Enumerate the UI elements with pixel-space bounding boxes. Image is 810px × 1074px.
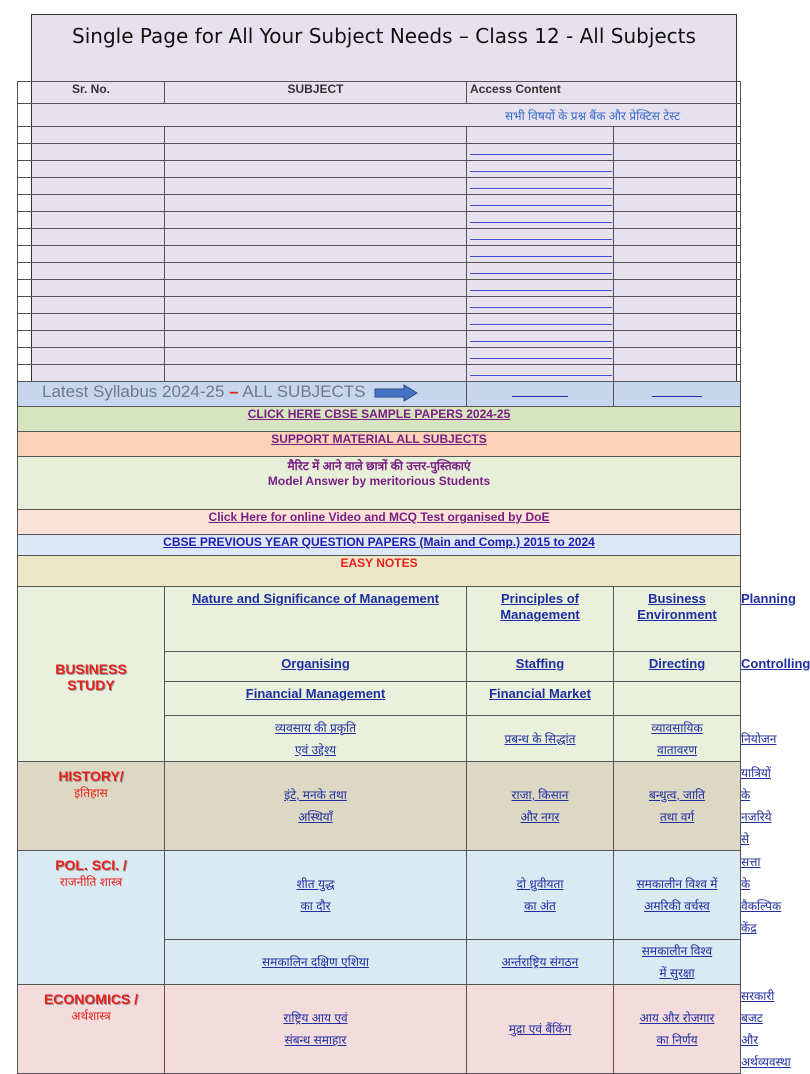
polsci-row-1: POL. SCI. / राजनीति शास्त्र शीत युद्ध का दौर दो ध्रुवीयता का अंत समकालीन विश्व में अमरिकी वर्चस्व सत्ता के वैकल्पिक केंद्र xyxy=(18,851,741,940)
note-link[interactable]: मुद्रा एवं बैंकिंग xyxy=(467,985,614,1074)
blank-cell xyxy=(614,297,741,314)
blank-row xyxy=(18,246,741,263)
easy-notes-heading: EASY NOTES xyxy=(18,556,741,587)
note-link[interactable]: प्रबन्ध के सिद्धांत xyxy=(467,716,614,762)
blank-cell xyxy=(18,263,165,280)
blank-cell xyxy=(165,314,467,331)
header-access-content: Access Content xyxy=(467,82,741,104)
subject-history: HISTORY/ इतिहास xyxy=(18,762,165,851)
blank-row xyxy=(18,280,741,297)
blank-cell xyxy=(165,144,467,161)
blank-cell xyxy=(18,161,165,178)
merit-answers-link[interactable] xyxy=(18,457,741,510)
latest-syllabus-dash: – xyxy=(229,382,239,401)
access-link-cell[interactable] xyxy=(467,195,614,212)
right-arrow-icon xyxy=(374,384,418,402)
easy-notes-row xyxy=(18,556,741,587)
note-link[interactable]: Directing xyxy=(614,652,741,682)
blank-cell xyxy=(614,263,741,280)
blank-cell xyxy=(614,178,741,195)
blank-cell xyxy=(18,229,165,246)
bs-row-1: BUSINESS STUDY Nature and Significance of Management Principles of Management Business Environment Planning xyxy=(18,587,741,652)
blank-cell xyxy=(165,195,467,212)
access-link[interactable] xyxy=(470,341,612,342)
blank-row xyxy=(18,144,741,161)
blank-row xyxy=(18,365,741,382)
hindi-question-bank-row xyxy=(18,104,741,127)
blank-cell xyxy=(18,246,165,263)
merit-hindi: मैरिट में आने वाले छात्रों की उत्तर-पुस्तिकाएं xyxy=(287,459,471,473)
access-link-cell[interactable] xyxy=(467,246,614,263)
access-link[interactable] xyxy=(470,205,612,206)
note-link[interactable]: व्यावसायिक वातावरण xyxy=(614,716,741,762)
blank-cell xyxy=(614,348,741,365)
bs-row-4: व्यवसाय की प्रकृति एवं उद्देश्य प्रबन्ध के सिद्धांत व्यावसायिक वातावरण नियोजन xyxy=(18,716,741,762)
blank-cell xyxy=(614,212,741,229)
note-link[interactable]: राष्ट्रिय आय एवं संबन्ध समाहार xyxy=(165,985,467,1074)
blank-cell xyxy=(165,348,467,365)
note-link[interactable]: आय और रोजगार का निर्णय xyxy=(614,985,741,1074)
blank-cell xyxy=(18,365,165,382)
history-row: HISTORY/ इतिहास इंटे, मनके तथा अस्थियाँ राजा, किसान और नगर बन्धुत्व, जाति तथा वर्ग यात्रियों के नजरिये से xyxy=(18,762,741,851)
blank-cell xyxy=(614,314,741,331)
access-link[interactable] xyxy=(470,239,612,240)
access-link-cell[interactable] xyxy=(467,229,614,246)
access-link-cell[interactable] xyxy=(467,280,614,297)
blank-cell xyxy=(165,229,467,246)
blank-row xyxy=(18,348,741,365)
access-link[interactable] xyxy=(470,375,612,376)
access-link-cell[interactable] xyxy=(467,331,614,348)
blank-cell xyxy=(614,365,741,382)
note-link[interactable]: Principles of Management xyxy=(467,587,614,652)
blank-row xyxy=(18,161,741,178)
note-link[interactable]: समकालीन विश्व में अमरिकी वर्चस्व xyxy=(614,851,741,940)
blank-cell xyxy=(18,127,165,144)
question-bank-link[interactable]: सभी विषयों के प्रश्न बैंक और प्रेक्टिस टेस्ट xyxy=(18,104,741,127)
note-link[interactable]: Financial Market xyxy=(467,682,614,716)
blank-cell xyxy=(165,365,467,382)
support-material-link[interactable]: SUPPORT MATERIAL ALL SUBJECTS xyxy=(18,432,741,457)
blank-cell xyxy=(165,127,467,144)
access-link[interactable] xyxy=(470,154,612,155)
latest-syllabus-text: Latest Syllabus 2024-25 xyxy=(42,382,230,401)
note-empty xyxy=(614,682,741,716)
table-header xyxy=(18,82,741,104)
blank-cell xyxy=(614,195,741,212)
access-link[interactable] xyxy=(470,256,612,257)
subject-pol-sci: POL. SCI. / राजनीति शास्त्र xyxy=(18,851,165,985)
blank-row xyxy=(18,178,741,195)
header-sr-no: Sr. No. xyxy=(18,82,165,104)
access-link-cell[interactable] xyxy=(467,212,614,229)
blank-cell xyxy=(18,195,165,212)
access-link-cell[interactable] xyxy=(467,144,614,161)
blank-cell xyxy=(165,178,467,195)
note-link[interactable]: राजा, किसान और नगर xyxy=(467,762,614,851)
pyq-row xyxy=(18,535,741,556)
blank-cell xyxy=(165,331,467,348)
blank-cell xyxy=(18,144,165,161)
blank-cell xyxy=(165,297,467,314)
blank-row xyxy=(18,263,741,280)
access-link-cell[interactable] xyxy=(467,178,614,195)
merit-answers-row xyxy=(18,457,741,510)
blank-cell xyxy=(18,331,165,348)
note-link[interactable]: समकालिन दक्षिण एशिया xyxy=(165,940,467,985)
blank-cell xyxy=(614,246,741,263)
blank-cell xyxy=(614,144,741,161)
blank-cell xyxy=(614,331,741,348)
header-subject: SUBJECT xyxy=(165,82,467,104)
note-link[interactable]: Financial Management xyxy=(165,682,467,716)
note-link[interactable]: बन्धुत्व, जाति तथा वर्ग xyxy=(614,762,741,851)
blank-cell xyxy=(614,127,741,144)
economics-row: ECONOMICS / अर्थशास्त्र राष्ट्रिय आय एवं संबन्ध समाहार मुद्रा एवं बैंकिंग आय और रोजगार का निर्णय सरकारी बजट और अर्थव्यवस्था xyxy=(18,985,741,1074)
merit-english: Model Answer by meritorious Students xyxy=(267,474,491,488)
blank-cell xyxy=(165,161,467,178)
note-link[interactable]: व्यवसाय की प्रकृति एवं उद्देश्य xyxy=(165,716,467,762)
blank-cell xyxy=(18,178,165,195)
access-link[interactable] xyxy=(470,171,612,172)
blank-cell xyxy=(614,161,741,178)
access-link[interactable] xyxy=(470,273,612,274)
access-link-cell[interactable] xyxy=(467,161,614,178)
blank-cell xyxy=(18,297,165,314)
access-link-cell[interactable] xyxy=(467,365,614,382)
blank-cell xyxy=(165,246,467,263)
syllabus-link-2[interactable] xyxy=(614,382,741,407)
note-link[interactable]: Staffing xyxy=(467,652,614,682)
latest-syllabus-row xyxy=(18,382,741,407)
access-link[interactable] xyxy=(470,290,612,291)
blank-row xyxy=(18,229,741,246)
access-link-cell[interactable] xyxy=(467,348,614,365)
blank-row xyxy=(18,127,741,144)
blank-cell xyxy=(165,280,467,297)
sample-papers-link[interactable]: CLICK HERE CBSE SAMPLE PAPERS 2024-25 xyxy=(18,407,741,432)
access-link[interactable] xyxy=(470,222,612,223)
access-link[interactable] xyxy=(470,188,612,189)
blank-cell xyxy=(18,212,165,229)
blank-row xyxy=(18,212,741,229)
access-link-cell[interactable] xyxy=(467,297,614,314)
access-link[interactable] xyxy=(470,358,612,359)
blank-cell xyxy=(18,348,165,365)
pyq-link[interactable]: CBSE PREVIOUS YEAR QUESTION PAPERS (Main and Comp.) 2015 to 2024 xyxy=(18,535,741,556)
note-link[interactable]: दो ध्रुवीयता का अंत xyxy=(467,851,614,940)
access-link-cell[interactable] xyxy=(467,263,614,280)
access-link-cell[interactable] xyxy=(467,314,614,331)
note-link[interactable]: Business Environment xyxy=(614,587,741,652)
note-link[interactable]: समकालीन विश्व में सुरक्षा xyxy=(614,940,741,985)
blank-cell xyxy=(165,212,467,229)
access-link-cell[interactable] xyxy=(467,127,614,144)
blank-cell xyxy=(18,314,165,331)
video-mcq-link[interactable]: Click Here for online Video and MCQ Test organised by DoE xyxy=(18,510,741,535)
blank-cell xyxy=(614,229,741,246)
video-mcq-row xyxy=(18,510,741,535)
subject-economics: ECONOMICS / अर्थशास्त्र xyxy=(18,985,165,1074)
subjects-table xyxy=(17,81,810,1074)
blank-row xyxy=(18,314,741,331)
page-title: Single Page for All Your Subject Needs – Class 12 - All Subjects xyxy=(72,24,696,48)
syllabus-link-1[interactable] xyxy=(467,382,614,407)
note-link[interactable]: Nature and Significance of Management xyxy=(165,587,467,652)
bs-row-2: Organising Staffing Directing Controlling xyxy=(18,652,741,682)
blank-row xyxy=(18,297,741,314)
blank-row xyxy=(18,331,741,348)
note-link[interactable]: अर्न्तराष्ट्रिय संगठन xyxy=(467,940,614,985)
access-link[interactable] xyxy=(470,307,612,308)
note-link[interactable]: Organising xyxy=(165,652,467,682)
blank-cell xyxy=(614,280,741,297)
support-material-row xyxy=(18,432,741,457)
access-link[interactable] xyxy=(470,324,612,325)
latest-syllabus-suffix: ALL SUBJECTS xyxy=(238,382,366,401)
note-link[interactable]: शीत युद्ध का दौर xyxy=(165,851,467,940)
sample-papers-row xyxy=(18,407,741,432)
blank-cell xyxy=(18,280,165,297)
blank-row xyxy=(18,195,741,212)
blank-rows xyxy=(18,127,741,382)
note-link[interactable]: इंटे, मनके तथा अस्थियाँ xyxy=(165,762,467,851)
blank-cell xyxy=(165,263,467,280)
subject-business-study: BUSINESS STUDY xyxy=(18,587,165,762)
